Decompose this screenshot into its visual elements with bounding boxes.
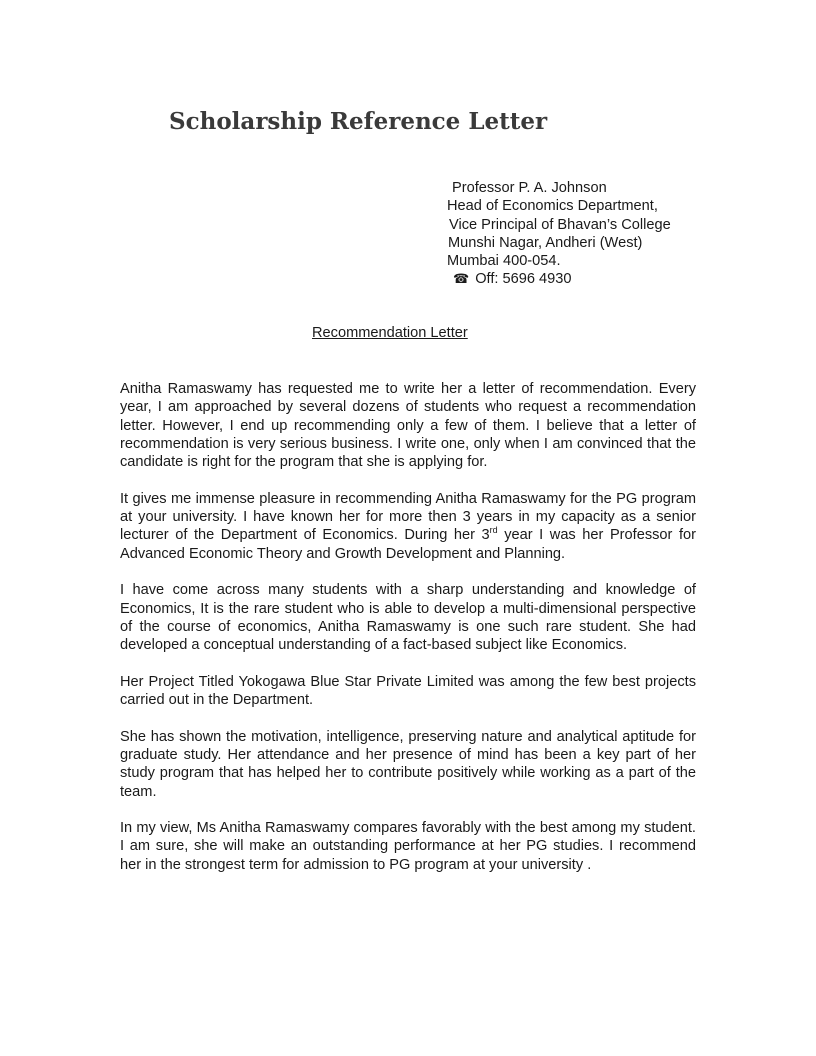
sender-position: Head of Economics Department, <box>447 198 658 215</box>
paragraph-2-text-end: year I was her Professor for Advanced Economic Theory and Growth Development and Planning. <box>120 527 696 562</box>
sender-phone-line <box>447 270 671 288</box>
paragraph-3: I have come across many students with a sharp understanding and knowledge of Economics, It is the rare student who is able to develop a multi-dimensional perspective of the course of economics, Anitha Ramaswamy is one such rare student. She had developed a conceptual understanding of a fact-based subject like Economics. <box>120 582 696 654</box>
telephone-icon: ☎ <box>453 271 470 287</box>
page-title: Scholarship Reference Letter <box>169 108 548 135</box>
letter-body <box>120 380 696 892</box>
paragraph-4: Her Project Titled Yokogawa Blue Star Private Limited was among the few best projects carried out in the Department. <box>120 673 696 709</box>
sender-name: Professor P. A. Johnson <box>452 180 607 196</box>
paragraph-6: In my view, Ms Anitha Ramaswamy compares favorably with the best among my student. I am sure, she will make an outstanding performance at her PG studies. I recommend her in the strongest term for admission to PG program at your university . <box>120 820 696 873</box>
sender-address-block <box>447 179 671 289</box>
paragraph-2 <box>120 490 696 563</box>
letter-subject: Recommendation Letter <box>312 325 468 341</box>
sender-street: Munshi Nagar, Andheri (West) <box>448 234 643 251</box>
paragraph-2-text-start: It gives me immense pleasure in recommending Anitha Ramaswamy for the PG program at your university. I have known her for more then 3 years in my capacity as a senior lecturer of the Department of Economics. During her 3 <box>120 490 696 544</box>
sender-phone: Off: 5696 4930 <box>475 271 572 288</box>
ordinal-suffix: rd <box>489 525 498 536</box>
sender-city: Mumbai 400-054. <box>447 253 561 270</box>
sender-college: Vice Principal of Bhavan’s College <box>449 216 671 233</box>
paragraph-5: She has shown the motivation, intelligence, preserving nature and analytical aptitude for graduate study. Her attendance and her presence of mind has been a key part of her study program that has helped her to contribute positively while working as a part of the team. <box>120 728 696 800</box>
paragraph-1: Anitha Ramaswamy has requested me to write her a letter of recommendation. Every year, I am approached by several dozens of students who request a recommendation letter. However, I end up recommending only a few of them. I believe that a letter of recommendation is very serious business. I write one, only when I am convinced that the candidate is right for the program that she is applying for. <box>120 381 696 471</box>
